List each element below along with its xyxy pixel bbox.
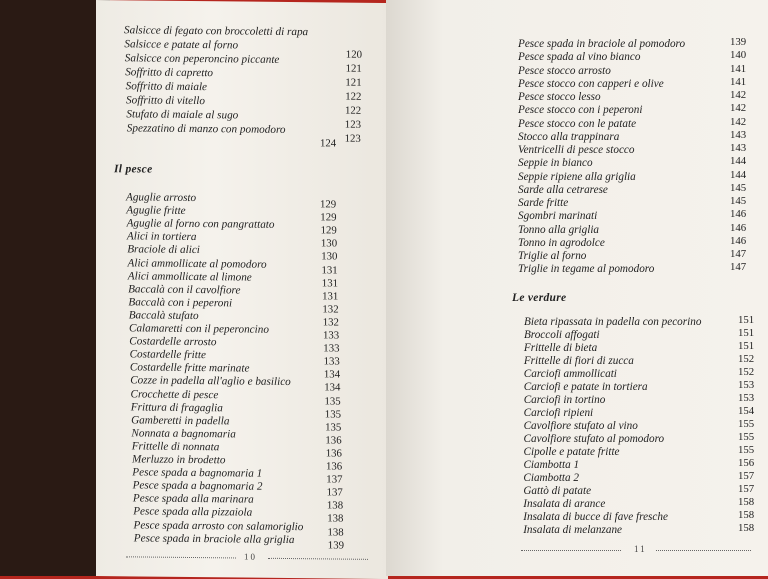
toc-page-number: 136 [326, 460, 343, 473]
toc-entry: Pesce spada a bagnomaria 1 [132, 466, 263, 480]
toc-page-number: 151 [738, 340, 755, 352]
toc-entry: Alici in tortiera [126, 230, 197, 244]
toc-entry: Pesce stocco lesso [518, 91, 601, 103]
toc-page-number: 155 [738, 444, 755, 456]
toc-page-number: 122 [345, 90, 362, 103]
toc-entry: Triglie al forno [518, 250, 587, 262]
toc-page-number: 151 [738, 314, 755, 326]
toc-entry: Triglie in tegame al pomodoro [518, 263, 655, 276]
section-title-verdure: Le verdure [512, 292, 567, 304]
toc-page-number: 158 [738, 509, 755, 521]
toc-entry: Gattò di patate [523, 485, 592, 497]
toc-entry: Pesce spada alla marinara [132, 492, 254, 506]
toc-entry: Ciambotta 1 [523, 459, 580, 471]
toc-entry: Bieta ripassata in padella con pecorino [524, 316, 702, 328]
toc-page-number: 141 [730, 62, 747, 75]
toc-page-number: 130 [320, 237, 338, 250]
toc-page-number: 134 [324, 381, 341, 394]
toc-entry: Seppie in bianco [518, 157, 593, 170]
toc-page-number: 123 [344, 132, 361, 145]
toc-page-number: 151 [738, 327, 755, 339]
toc-entry: Baccalà con i peperoni [128, 296, 233, 310]
toc-page-number: 136 [325, 447, 342, 460]
toc-page-number: 152 [738, 366, 755, 378]
toc-page-number: 156 [738, 457, 755, 469]
toc-entry: Costardelle arrosto [129, 335, 217, 349]
toc-entry: Carciofi ammollicati [523, 368, 617, 380]
toc-entry: Salsicce di fegato con broccoletti di rapa [124, 24, 309, 39]
toc-entry: Aguglie al forno con pangrattato [126, 217, 275, 232]
toc-page-number: 154 [738, 405, 755, 417]
toc-page-number: 146 [730, 221, 747, 234]
toc-page-number: 131 [321, 263, 338, 277]
toc-page-number: 153 [738, 392, 755, 404]
toc-entry: Sarde alla cetrarese [518, 183, 608, 196]
toc-page-number: 142 [730, 115, 747, 128]
toc-entry: Sgombri marinati [518, 210, 598, 223]
toc-page-number: 137 [326, 486, 343, 499]
left-page [96, 0, 388, 579]
toc-page-number: 140 [730, 49, 747, 62]
toc-page-number: 152 [738, 353, 755, 365]
toc-page-number: 144 [730, 155, 747, 168]
toc-page-number: 142 [730, 102, 747, 115]
toc-entry: Pesce spada in braciole al pomodoro [518, 38, 686, 50]
toc-entry: Costardelle fritte [129, 348, 206, 362]
toc-entry: Pesce spada a bagnomaria 2 [132, 479, 263, 493]
toc-entry: Cipolle e patate fritte [523, 446, 620, 458]
toc-entry: Ciambotta 2 [523, 472, 580, 484]
toc-entry: Pesce spada alla pizzaiola [133, 505, 253, 520]
toc-entry: Insalata di arance [523, 498, 606, 510]
toc-entry: Stufato di maiale al sugo [126, 108, 239, 122]
toc-entry: Ventricelli di pesce stocco [518, 144, 635, 156]
toc-entry: Aguglie arrosto [126, 191, 197, 205]
toc-page-number: 144 [730, 168, 747, 181]
toc-entry: Pesce stocco con le patate [518, 117, 637, 130]
toc-page-number: 138 [327, 512, 344, 525]
toc-entry: Salsicce e patate al forno [124, 38, 239, 52]
toc-page-number: 158 [738, 496, 755, 508]
toc-page-number: 137 [326, 473, 343, 486]
toc-page-number: 153 [738, 379, 755, 391]
toc-page-number: 143 [730, 142, 747, 154]
section-title-pesce: Il pesce [114, 163, 153, 176]
footer-dots-left-2 [268, 558, 368, 560]
toc-page-number: 135 [325, 421, 342, 434]
toc-entry: Pesce stocco con capperi e olive [518, 77, 664, 90]
toc-page-number: 130 [321, 250, 338, 263]
toc-entry: Tonno alla griglia [518, 223, 600, 236]
toc-entry: Spezzatino di manzo con pomodoro [126, 122, 286, 136]
toc-page-number: 145 [730, 181, 747, 194]
toc-page-number: 121 [345, 62, 362, 75]
toc-page-number: 146 [730, 208, 747, 221]
page-ref-extra: 124 [320, 137, 337, 150]
toc-entry: Sarde fritte [518, 197, 569, 209]
toc-page-number: 142 [730, 89, 747, 101]
toc-entry: Merluzzo in brodetto [132, 453, 226, 467]
toc-entry: Seppie ripiene alla griglia [518, 170, 636, 183]
toc-entry: Soffritto di vitello [126, 94, 205, 108]
toc-page-number: 138 [327, 525, 344, 539]
toc-entry: Stocco alla trappinara [518, 130, 620, 143]
toc-entry: Soffritto di capretto [125, 66, 214, 80]
toc-entry: Soffritto di maiale [125, 80, 208, 94]
toc-entry: Gamberetti in padella [131, 414, 230, 428]
toc-entry: Frittelle di fiori di zucca [523, 355, 634, 367]
toc-page-number: 146 [730, 234, 747, 247]
toc-entry: Alici ammollicate al pomodoro [127, 256, 267, 271]
toc-entry: Nonnata a bagnomaria [131, 427, 236, 441]
toc-page-number: 131 [321, 276, 338, 290]
toc-entry: Insalata di bucce di fave fresche [523, 511, 668, 523]
toc-entry: Baccalà con il cavolfiore [128, 283, 241, 297]
toc-page-number: 121 [345, 76, 362, 89]
toc-page-number: 120 [345, 48, 362, 61]
toc-page-number: 147 [730, 261, 747, 274]
toc-entry: Pesce stocco con i peperoni [518, 104, 643, 117]
toc-page-number: 158 [738, 522, 755, 534]
toc-entry: Carciofi e patate in tortiera [523, 381, 648, 393]
toc-page-number: 129 [320, 198, 337, 211]
toc-page-number: 145 [730, 195, 747, 207]
toc-entry: Pesce spada arrosto con salamoriglio [133, 518, 304, 533]
toc-page-number: 138 [326, 499, 344, 512]
toc-page-number: 123 [344, 118, 361, 131]
toc-page-number: 133 [323, 329, 340, 342]
toc-page-number: 133 [323, 342, 340, 355]
toc-entry: Broccoli affogati [523, 329, 600, 341]
footer-dots-left [126, 556, 236, 558]
toc-page-number: 147 [730, 248, 747, 260]
toc-entry: Frittura di fragaglia [130, 400, 223, 414]
toc-entry: Tonno in agrodolce [518, 236, 605, 249]
toc-page-number: 131 [322, 290, 339, 303]
toc-page-number: 135 [324, 394, 341, 408]
right-page [386, 0, 768, 576]
toc-entry: Cavolfiore stufato al vino [523, 420, 638, 432]
toc-page-number: 129 [320, 211, 337, 224]
toc-page-number: 157 [738, 470, 755, 482]
toc-entry: Baccalà stufato [128, 309, 199, 322]
toc-entry: Aguglie fritte [126, 204, 186, 218]
toc-page-number: 133 [323, 355, 340, 368]
toc-entry: Pesce spada in braciole alla griglia [133, 531, 295, 546]
footer-dots-right-2 [656, 550, 751, 551]
toc-entry: Frittelle di nonnata [131, 440, 220, 454]
toc-page-number: 122 [345, 104, 362, 117]
toc-page-number: 157 [738, 483, 755, 495]
footer-dots-right [521, 550, 621, 551]
toc-entry: Cavolfiore stufato al pomodoro [523, 433, 665, 445]
toc-page-number: 139 [730, 36, 747, 48]
toc-entry: Carciofi in tortino [523, 394, 606, 406]
page-number-left: 10 [244, 551, 257, 562]
toc-entry: Frittelle di bieta [523, 342, 598, 354]
toc-entry: Insalata di melanzane [523, 524, 623, 536]
toc-page-number: 132 [322, 316, 339, 329]
toc-page-number: 135 [324, 407, 341, 421]
toc-entry: Costardelle fritte marinate [129, 361, 250, 375]
toc-entry: Calamaretti con il peperoncino [129, 322, 269, 336]
toc-page-number: 129 [320, 224, 337, 237]
toc-entry: Pesce spada al vino bianco [518, 51, 641, 64]
toc-page-number: 141 [730, 75, 747, 88]
toc-entry: Salsicce con peperoncino piccante [124, 52, 280, 66]
toc-entry: Carciofi ripieni [523, 407, 594, 419]
toc-entry: Crocchette di pesce [130, 387, 219, 401]
toc-page-number: 155 [738, 431, 755, 443]
toc-entry: Pesce stocco arrosto [518, 64, 611, 77]
toc-page-number: 139 [327, 539, 344, 552]
toc-entry: Cozze in padella all'aglio e basilico [130, 374, 291, 389]
background-hand-shadow [0, 0, 110, 576]
toc-entry: Alici ammollicate al limone [127, 269, 252, 284]
toc-page-number: 136 [325, 434, 342, 447]
toc-page-number: 134 [323, 368, 341, 381]
toc-page-number: 132 [322, 303, 339, 316]
page-number-right: 11 [634, 544, 647, 554]
toc-page-number: 143 [730, 128, 747, 141]
toc-page-number: 155 [738, 418, 755, 430]
toc-entry: Braciole di alici [127, 243, 200, 257]
